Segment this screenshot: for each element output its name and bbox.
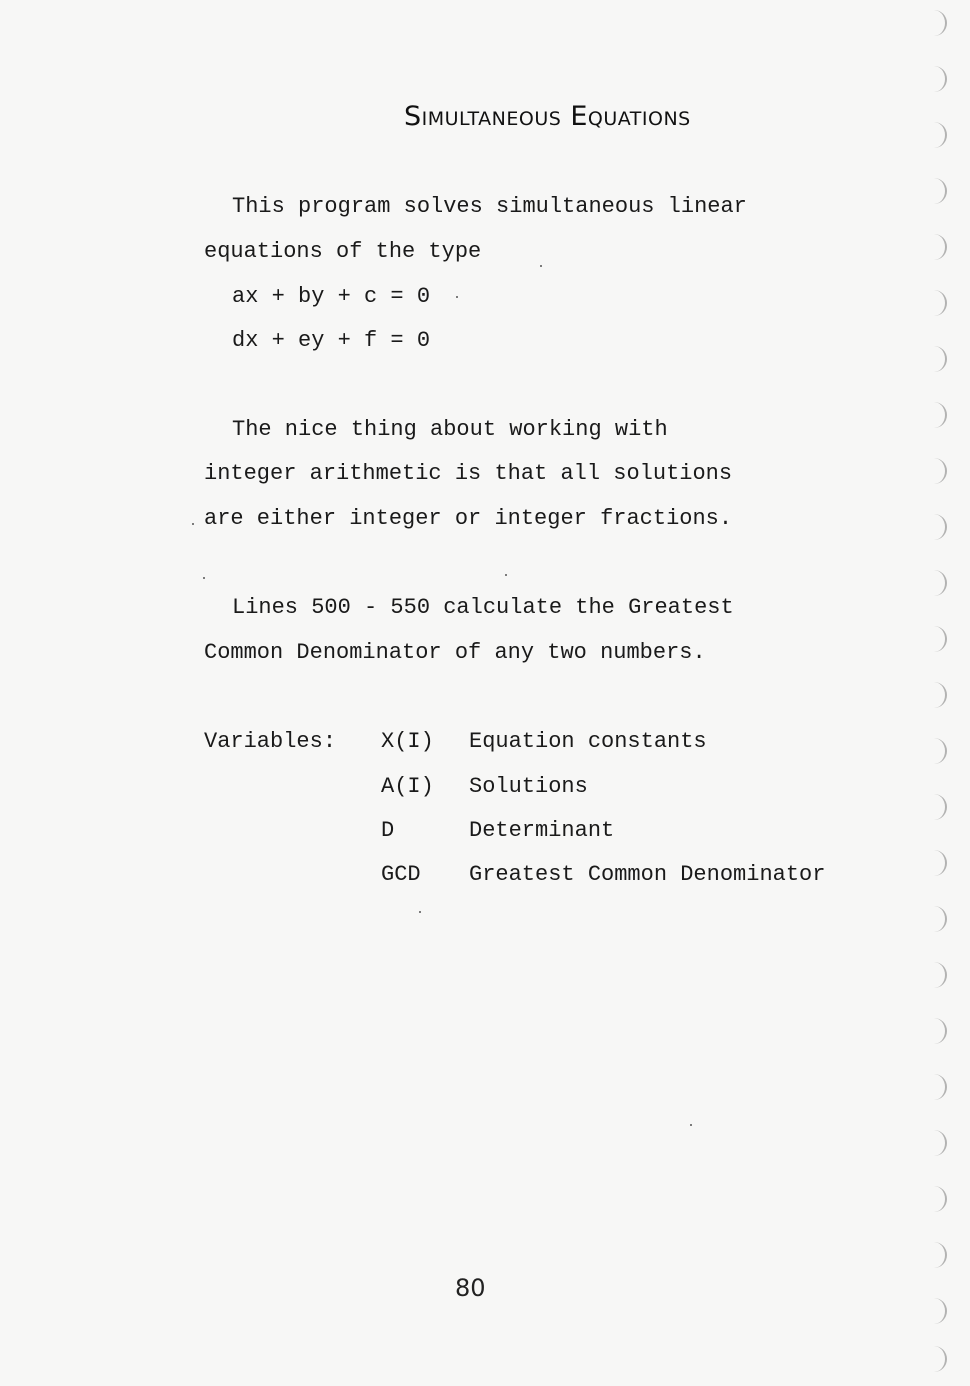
binding-hole [927, 122, 947, 148]
paragraph-2-line-1: The nice thing about working with [232, 417, 668, 442]
scan-speck [505, 574, 507, 576]
variable-description: Determinant [469, 818, 615, 843]
binding-hole [927, 682, 947, 708]
binding-hole [927, 1242, 947, 1268]
equation-1: ax + by + c = 0 [232, 284, 431, 309]
binding-hole [927, 1186, 947, 1212]
variable-description: Greatest Common Denominator [469, 862, 826, 887]
variable-description: Equation constants [469, 729, 707, 754]
scan-speck [192, 523, 194, 525]
binding-hole [927, 66, 947, 92]
binding-hole [927, 290, 947, 316]
binding-hole [927, 458, 947, 484]
binding-hole [927, 794, 947, 820]
paragraph-3-line-2: Common Denominator of any two numbers. [204, 640, 706, 665]
variable-name: A(I) [381, 774, 434, 799]
binding-hole [927, 234, 947, 260]
binding-hole [927, 1130, 947, 1156]
binding-hole [927, 1018, 947, 1044]
paragraph-2-line-2: integer arithmetic is that all solutions [204, 461, 733, 486]
binding-hole [927, 1074, 947, 1100]
binding-hole [927, 1346, 947, 1372]
scan-speck [540, 265, 542, 267]
binding-hole [927, 962, 947, 988]
binding-hole [927, 10, 947, 36]
page-number: 80 [455, 1274, 486, 1302]
intro-line-2: equations of the type [204, 239, 482, 264]
paragraph-3-line-1: Lines 500 - 550 calculate the Greatest [232, 595, 734, 620]
binding-hole [927, 850, 947, 876]
variable-name: GCD [381, 862, 421, 887]
binding-hole [927, 514, 947, 540]
binding-hole [927, 570, 947, 596]
binding-hole [927, 402, 947, 428]
scan-speck [456, 296, 458, 298]
paragraph-2-line-3: are either integer or integer fractions. [204, 506, 733, 531]
equation-2: dx + ey + f = 0 [232, 328, 431, 353]
variable-name: D [381, 818, 395, 843]
binding-hole [927, 626, 947, 652]
page-title: Simultaneous Equations [404, 101, 691, 132]
variables-label: Variables: [204, 729, 337, 754]
binding-hole [927, 906, 947, 932]
binding-hole [927, 738, 947, 764]
binding-hole [927, 346, 947, 372]
intro-line-1: This program solves simultaneous linear [232, 194, 747, 219]
variable-name: X(I) [381, 729, 434, 754]
scan-speck [203, 577, 205, 579]
scan-speck [690, 1124, 692, 1126]
variable-description: Solutions [469, 774, 588, 799]
binding-hole [927, 178, 947, 204]
binding-hole [927, 1298, 947, 1324]
scan-speck [419, 911, 421, 913]
